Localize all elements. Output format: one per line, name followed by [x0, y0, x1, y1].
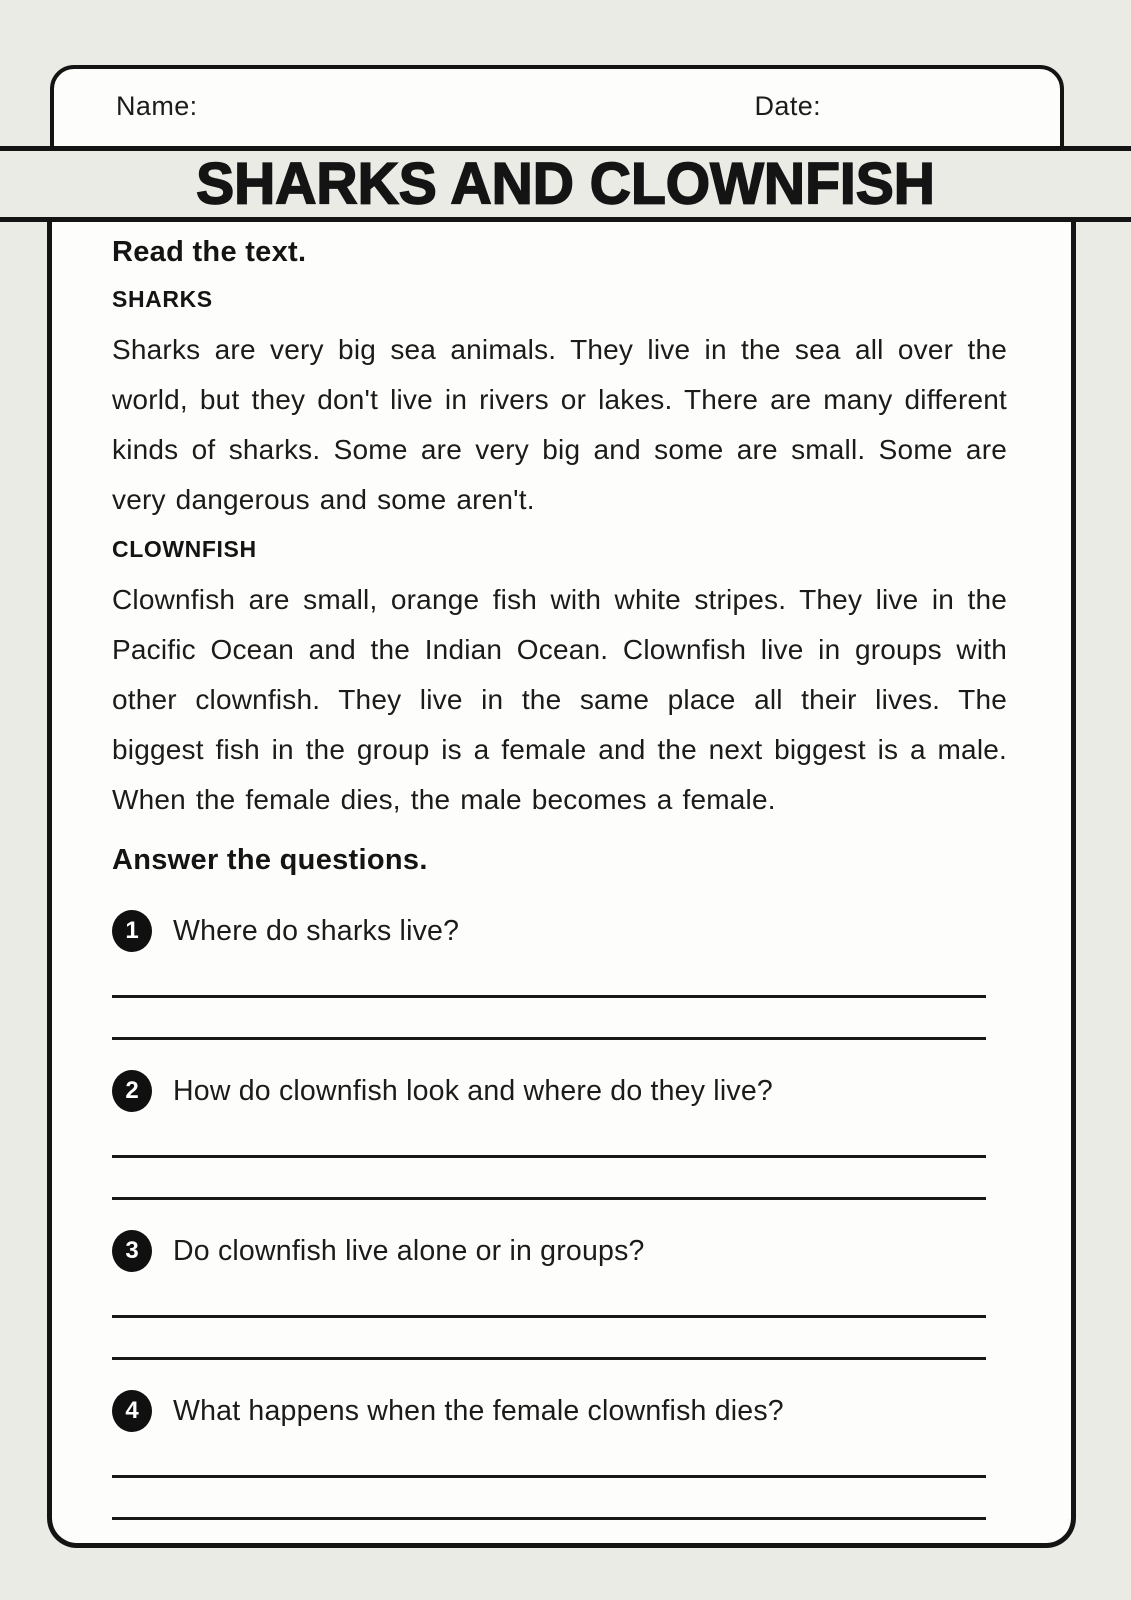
answer-line[interactable]	[112, 1155, 986, 1158]
answer-line[interactable]	[112, 1517, 986, 1520]
answer-line[interactable]	[112, 1315, 986, 1318]
title-band	[0, 146, 1131, 222]
worksheet-title: SHARKS AND CLOWNFISH	[196, 151, 935, 217]
question-number-badge	[112, 1070, 152, 1112]
answer-line[interactable]	[112, 1037, 986, 1040]
name-label: Name:	[116, 91, 198, 121]
passage-text-clownfish: Clownfish are small, orange fish with white stripes. They live in the Pacific Ocean and the Indian Ocean. Clownfish live in groups with other clownfish. They live in the same place all their lives. The biggest fish in the group is a female and the next biggest is a male. When the female dies, the male becomes a female.	[112, 584, 1007, 815]
passage-text-sharks: Sharks are very big sea animals. They live in the sea all over the world, but they don't live in rivers or lakes. There are many different kinds of sharks. Some are very big and some are small. Some are very dangerous and some aren't.	[112, 334, 1007, 515]
read-instruction: Read the text.	[112, 236, 307, 268]
question-text: What happens when the female clownfish dies?	[173, 1394, 784, 1427]
question-number-badge	[112, 1390, 152, 1432]
passage-heading-sharks: SHARKS	[112, 286, 213, 312]
answer-instruction: Answer the questions.	[112, 844, 428, 876]
name-field[interactable]	[198, 91, 755, 125]
question-number: 4	[125, 1397, 139, 1424]
question-number-badge	[112, 910, 152, 952]
date-field[interactable]	[821, 91, 1060, 125]
question-row-1	[112, 910, 1007, 952]
question-number-badge	[112, 1230, 152, 1272]
answer-line[interactable]	[112, 1357, 986, 1360]
question-row-3	[112, 1230, 1007, 1272]
question-number: 2	[125, 1077, 139, 1104]
question-number: 1	[125, 917, 139, 944]
answer-line[interactable]	[112, 1197, 986, 1200]
passage-heading-clownfish: CLOWNFISH	[112, 536, 257, 562]
question-text: How do clownfish look and where do they live?	[173, 1074, 773, 1107]
question-row-2	[112, 1070, 1007, 1112]
question-text: Where do sharks live?	[173, 914, 460, 947]
question-number: 3	[125, 1237, 139, 1264]
question-text: Do clownfish live alone or in groups?	[173, 1234, 645, 1267]
date-label: Date:	[754, 91, 822, 121]
answer-line[interactable]	[112, 995, 986, 998]
question-row-4	[112, 1390, 1007, 1432]
answer-line[interactable]	[112, 1475, 986, 1478]
worksheet-body	[47, 222, 1076, 1548]
